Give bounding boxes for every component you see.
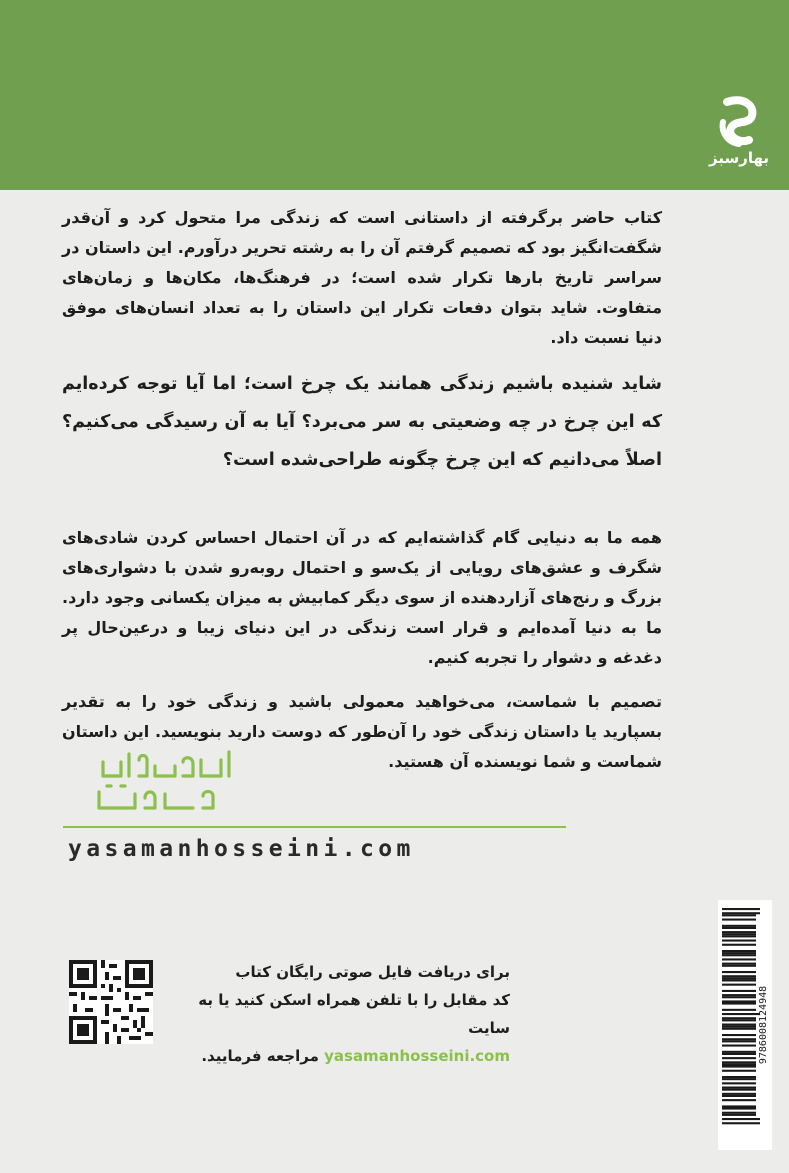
barcode-bar [722,1087,756,1089]
barcode-bar [722,935,756,937]
barcode-bar [722,1061,756,1063]
barcode-bar [722,933,756,935]
qr-code[interactable] [69,960,153,1044]
barcode-bar [722,914,756,916]
publisher-logo-text: بهارسبز [708,149,769,167]
barcode-bar [722,1024,756,1026]
barcode-bar [722,1045,756,1047]
audio-offer-link[interactable]: yasamanhosseini.com [324,1047,510,1065]
barcode-bar [722,944,756,946]
description-paragraph-3: همه ما به دنیایی گام گذاشته‌ایم که در آن احتمال احساس کردن شادی‌های شگرف و عشق‌های رویایی از یک‌سو و احتمال روبه‌رو شدن با دشواری‌های بزرگ و رنج‌های آزاردهنده از سوی دیگر کمابیش به میزان یکسانی وجود دارد. ما به دنیا آمده‌ایم و قرار است زندگی در این دنیای زیبا و درعین‌حال پر دغدغه و دشوار را تجربه کنیم. [62,528,662,667]
barcode-bars [718,900,772,1150]
barcode-bar [722,1034,756,1036]
barcode-bar [722,908,760,910]
isbn-barcode [718,900,772,1150]
barcode-bar [722,927,756,929]
barcode-bar [722,971,756,973]
barcode-bar [722,1118,760,1120]
barcode-bar [722,1051,756,1053]
barcode-bar [722,1076,756,1078]
publisher-logo-icon [717,96,761,148]
barcode-bar [722,1057,756,1059]
audio-offer-line-3 [165,1042,510,1070]
barcode-bar [722,931,756,933]
audio-offer [165,958,510,1070]
barcode-bar [722,919,756,921]
author-signature [95,738,245,828]
barcode-bar [722,1066,756,1068]
barcode-bar [722,954,756,956]
barcode-bar [722,1026,756,1028]
barcode-bar [722,1019,756,1021]
author-website: yasamanhosseini.com [68,836,415,862]
audio-offer-line-1: برای دریافت فایل صوتی رایگان کتاب [235,963,510,981]
barcode-bar [722,925,756,927]
barcode-bar [722,1009,756,1011]
barcode-bar [722,965,756,967]
barcode-bar [722,1082,756,1084]
description-paragraph-1: کتاب حاضر برگرفته از داستانی است که زندگی مرا متحول کرد و آن‌قدر شگفت‌انگیز بود که تصمیم گرفتم آن را به رشته تحریر درآورم. این داستان در سراسر تاریخ بارها تکرار شده است؛ در فرهنگ‌ها، مکان‌ها و زمان‌های متفاوت. شاید بتوان دفعات تکرار این داستان را به تعداد انسان‌های موفق دنیا نسبت داد. [62,208,662,347]
barcode-bar [722,1000,756,1002]
barcode-bar [722,996,756,998]
publisher-logo [709,96,769,186]
barcode-bar [722,1099,756,1101]
barcode-bar [722,958,756,960]
barcode-bar [722,1013,760,1015]
barcode-bar [722,1038,756,1040]
barcode-bar [722,1089,756,1091]
barcode-bar [722,1040,756,1042]
barcode-bar [722,963,756,965]
barcode-bar [722,990,756,992]
barcode-bar [722,994,756,996]
barcode-bar [722,1078,756,1080]
barcode-bar [722,940,756,942]
barcode-bar [722,1122,760,1124]
barcode-bar [722,950,756,952]
barcode-bar [722,1112,756,1114]
barcode-bar [722,1095,756,1097]
barcode-bar [722,1108,756,1110]
barcode-bar [722,1105,756,1107]
publisher-band [0,0,789,190]
barcode-bar [722,1017,756,1019]
barcode-bar [722,977,756,979]
qr-code-icon [69,960,153,1044]
barcode-bar [722,979,756,981]
description-paragraph-4: تصمیم با شماست، می‌خواهید معمولی باشید و زندگی خود را به تقدیر بسپارید یا داستان زندگی خود را آن‌طور که دوست دارید بنویسید. این داستان شماست و شما نویسنده آن هستید. [62,692,662,771]
audio-offer-line-3-suffix: مراجعه فرمایید. [201,1047,319,1065]
barcode-number: 9786008124948 [758,985,769,1065]
audio-offer-line-2: کد مقابل را با تلفن همراه اسکن کنید یا به سایت [198,991,510,1037]
barcode-bar [722,1003,756,1005]
barcode-bar [722,1114,756,1116]
barcode-bar [722,952,756,954]
barcode-bar [722,1053,756,1055]
barcode-bar [722,1070,756,1072]
barcode-bar [722,984,756,986]
barcode-bar [722,912,760,914]
signature-divider [63,826,566,828]
barcode-bar [722,1063,756,1065]
barcode-bar [722,1093,756,1095]
description-paragraph-2: شاید شنیده باشیم زندگی همانند یک چرخ است؛ اما آیا توجه کرده‌ایم که این چرخ در چه وضعیتی به سر می‌برد؟ آیا به آن رسیدگی می‌کنیم؟ اصلاً می‌دانیم که این چرخ چگونه طراحی‌شده است؟ [62,374,662,470]
barcode-bar [722,1028,756,1030]
barcode-bar [722,975,756,977]
